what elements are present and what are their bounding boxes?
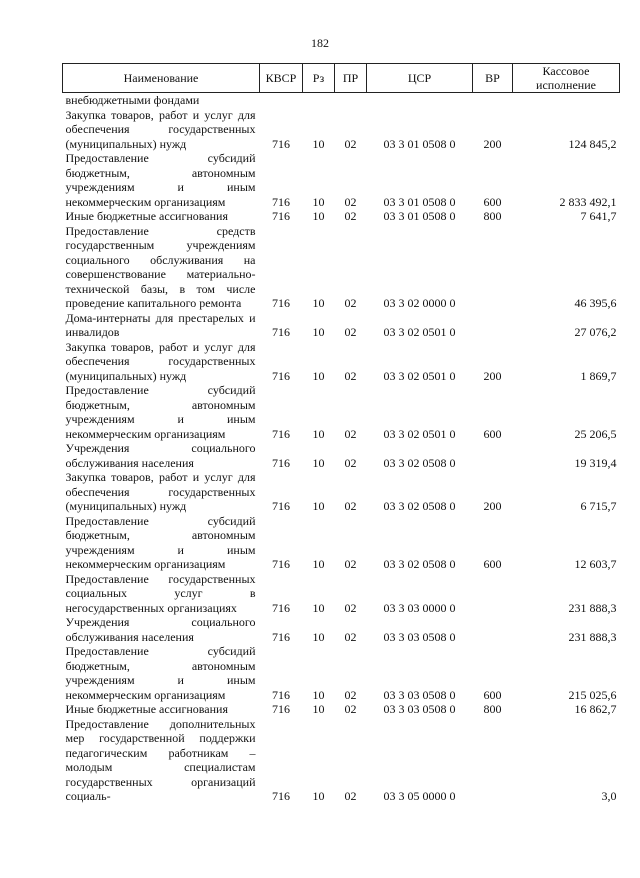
cell-kvsr: 716 — [272, 325, 290, 339]
header-vr: ВР — [473, 64, 513, 93]
cell-pr: 02 — [344, 426, 357, 441]
header-kvsr: КВСР — [260, 64, 303, 93]
cell-amount: 231 888,3 — [568, 629, 617, 644]
cell-vr: 200 — [483, 368, 502, 383]
cell-rz: 10 — [312, 687, 325, 702]
header-rz: Рз — [303, 64, 335, 93]
table-row — [63, 151, 620, 209]
cell-vr: 200 — [483, 499, 502, 513]
cell-vr: 600 — [483, 557, 502, 571]
cell-amount: 7 641,7 — [580, 209, 617, 223]
table-row — [63, 644, 620, 702]
table-row — [63, 514, 620, 572]
table-row — [63, 93, 620, 108]
cell-pr: 02 — [344, 296, 357, 310]
cell-kvsr — [260, 93, 303, 108]
cell-vr — [473, 717, 513, 804]
cell-kvsr: 716 — [272, 296, 290, 310]
cell-kvsr: 716 — [272, 789, 290, 803]
cell-name: Закупка товаров, работ и услуг для обеспечения государственных (муниципальных) нужд — [65, 470, 256, 513]
cell-amount: 46 395,6 — [574, 296, 617, 310]
cell-csr: 03 3 02 0000 0 — [383, 296, 456, 310]
table-row — [63, 572, 620, 616]
page-number: 182 — [311, 36, 329, 50]
cell-csr: 03 3 02 0501 0 — [383, 368, 456, 383]
header-csr: ЦСР — [367, 64, 473, 93]
cell-kvsr: 716 — [272, 368, 290, 383]
cell-rz: 10 — [312, 702, 325, 716]
table-row — [63, 470, 620, 514]
table-row — [63, 209, 620, 224]
cell-amount: 16 862,7 — [574, 702, 617, 716]
table-row — [63, 615, 620, 644]
table-row — [63, 383, 620, 441]
cell-rz: 10 — [312, 600, 325, 615]
cell-amount: 27 076,2 — [574, 325, 617, 339]
cell-kvsr: 716 — [272, 557, 290, 571]
cell-kvsr: 716 — [272, 426, 290, 441]
cell-pr: 02 — [344, 209, 357, 223]
cell-pr: 02 — [344, 325, 357, 339]
table-header — [63, 64, 620, 93]
header-pr: ПР — [335, 64, 367, 93]
cell-name: Учреждения социального обслуживания населения — [65, 615, 256, 644]
cell-vr — [473, 572, 513, 616]
cell-rz: 10 — [312, 499, 325, 513]
cell-pr: 02 — [344, 629, 357, 644]
table-row — [63, 224, 620, 311]
cell-name: Предоставление субсидий бюджетным, автономным учреждениям и иным некоммерческим организациям — [65, 513, 256, 571]
cell-name: Иные бюджетные ассигнования — [65, 209, 228, 223]
cell-amount: 25 206,5 — [574, 426, 617, 441]
cell-rz — [303, 93, 335, 108]
cell-amount: 6 715,7 — [580, 499, 617, 513]
cell-pr: 02 — [344, 368, 357, 383]
cell-vr: 600 — [483, 426, 502, 441]
cell-vr — [473, 93, 513, 108]
cell-csr — [367, 93, 473, 108]
cell-csr: 03 3 03 0508 0 — [383, 629, 456, 644]
cell-csr: 03 3 02 0508 0 — [383, 455, 456, 470]
cell-vr: 200 — [483, 136, 502, 151]
cell-name: Закупка товаров, работ и услуг для обеспечения государственных (муниципальных) нужд — [65, 339, 256, 383]
cell-rz: 10 — [312, 194, 325, 209]
cell-vr: 600 — [483, 194, 502, 209]
cell-amount — [513, 93, 620, 108]
budget-execution-table — [62, 63, 620, 804]
cell-rz: 10 — [312, 455, 325, 470]
cell-name: Предоставление субсидий бюджетным, автономным учреждениям и иным некоммерческим организациям — [65, 644, 256, 702]
cell-name: Учреждения социального обслуживания населения — [65, 441, 256, 470]
table-row — [63, 311, 620, 340]
cell-pr: 02 — [344, 499, 357, 513]
cell-rz: 10 — [312, 557, 325, 571]
table-row — [63, 441, 620, 470]
cell-name: Предоставление субсидий бюджетным, автономным учреждениям и иным некоммерческим организациям — [65, 383, 256, 441]
cell-kvsr: 716 — [272, 600, 290, 615]
cell-amount: 231 888,3 — [568, 600, 617, 615]
cell-vr — [473, 615, 513, 644]
table-row — [63, 717, 620, 804]
cell-rz: 10 — [312, 426, 325, 441]
cell-pr: 02 — [344, 702, 357, 716]
cell-kvsr: 716 — [272, 499, 290, 513]
cell-amount: 2 833 492,1 — [559, 194, 617, 209]
cell-amount: 1 869,7 — [580, 368, 617, 383]
cell-csr: 03 3 05 0000 0 — [383, 789, 456, 803]
cell-csr: 03 3 03 0000 0 — [383, 600, 456, 615]
cell-vr — [473, 311, 513, 340]
cell-csr: 03 3 02 0501 0 — [383, 426, 456, 441]
cell-name: Закупка товаров, работ и услуг для обеспечения государственных (муниципальных) нужд — [65, 107, 256, 151]
cell-amount: 124 845,2 — [568, 136, 617, 151]
cell-kvsr: 716 — [272, 687, 290, 702]
cell-rz: 10 — [312, 368, 325, 383]
cell-rz: 10 — [312, 209, 325, 223]
cell-vr: 800 — [483, 702, 502, 716]
cell-kvsr: 716 — [272, 455, 290, 470]
cell-csr: 03 3 02 0501 0 — [383, 325, 456, 339]
cell-vr — [473, 224, 513, 311]
cell-amount: 3,0 — [601, 789, 617, 803]
cell-pr: 02 — [344, 136, 357, 151]
cell-csr: 03 3 02 0508 0 — [383, 557, 456, 571]
cell-name: Предоставление средств государственным учреждениям социального обслуживания на совершенствование материально-технической базы, в том числе проведение капитального ремонта — [65, 223, 256, 310]
table-row — [63, 702, 620, 717]
cell-name: Предоставление субсидий бюджетным, автономным учреждениям и иным некоммерческим организациям — [65, 151, 256, 209]
cell-csr: 03 3 02 0508 0 — [383, 499, 456, 513]
header-name: Наименование — [63, 64, 260, 93]
cell-name: Предоставление государственных социальных услуг в негосударственных организациях — [65, 571, 256, 615]
cell-kvsr: 716 — [272, 194, 290, 209]
cell-rz: 10 — [312, 325, 325, 339]
cell-rz: 10 — [312, 136, 325, 151]
cell-pr: 02 — [344, 455, 357, 470]
cell-pr: 02 — [344, 194, 357, 209]
cell-csr: 03 3 01 0508 0 — [383, 209, 456, 223]
cell-rz: 10 — [312, 629, 325, 644]
cell-csr: 03 3 03 0508 0 — [383, 687, 456, 702]
table-body — [63, 93, 620, 804]
table-row — [63, 340, 620, 384]
cell-kvsr: 716 — [272, 136, 290, 151]
cell-pr: 02 — [344, 687, 357, 702]
header-amount: Кассовое исполнение — [513, 64, 620, 93]
cell-name: внебюджетными фондами — [65, 93, 200, 107]
cell-vr: 800 — [483, 209, 502, 223]
cell-rz: 10 — [312, 296, 325, 310]
cell-amount: 12 603,7 — [574, 557, 617, 571]
cell-csr: 03 3 01 0508 0 — [383, 136, 456, 151]
cell-amount: 19 319,4 — [574, 455, 617, 470]
cell-kvsr: 716 — [272, 629, 290, 644]
cell-csr: 03 3 01 0508 0 — [383, 194, 456, 209]
cell-kvsr: 716 — [272, 209, 290, 223]
cell-pr: 02 — [344, 789, 357, 803]
cell-csr: 03 3 03 0508 0 — [383, 702, 456, 716]
cell-vr — [473, 441, 513, 470]
cell-rz: 10 — [312, 789, 325, 803]
table-row — [63, 108, 620, 152]
cell-pr — [335, 93, 367, 108]
cell-name: Предоставление дополнительных мер государственной поддержки педагогическим работникам – молодым специалистам государственных организаций социаль- — [65, 716, 256, 803]
cell-name: Иные бюджетные ассигнования — [65, 702, 228, 716]
cell-name: Дома-интернаты для престарелых и инвалидов — [65, 310, 256, 339]
cell-vr: 600 — [483, 687, 502, 702]
cell-amount: 215 025,6 — [568, 687, 617, 702]
cell-kvsr: 716 — [272, 702, 290, 716]
cell-pr: 02 — [344, 557, 357, 571]
cell-pr: 02 — [344, 600, 357, 615]
